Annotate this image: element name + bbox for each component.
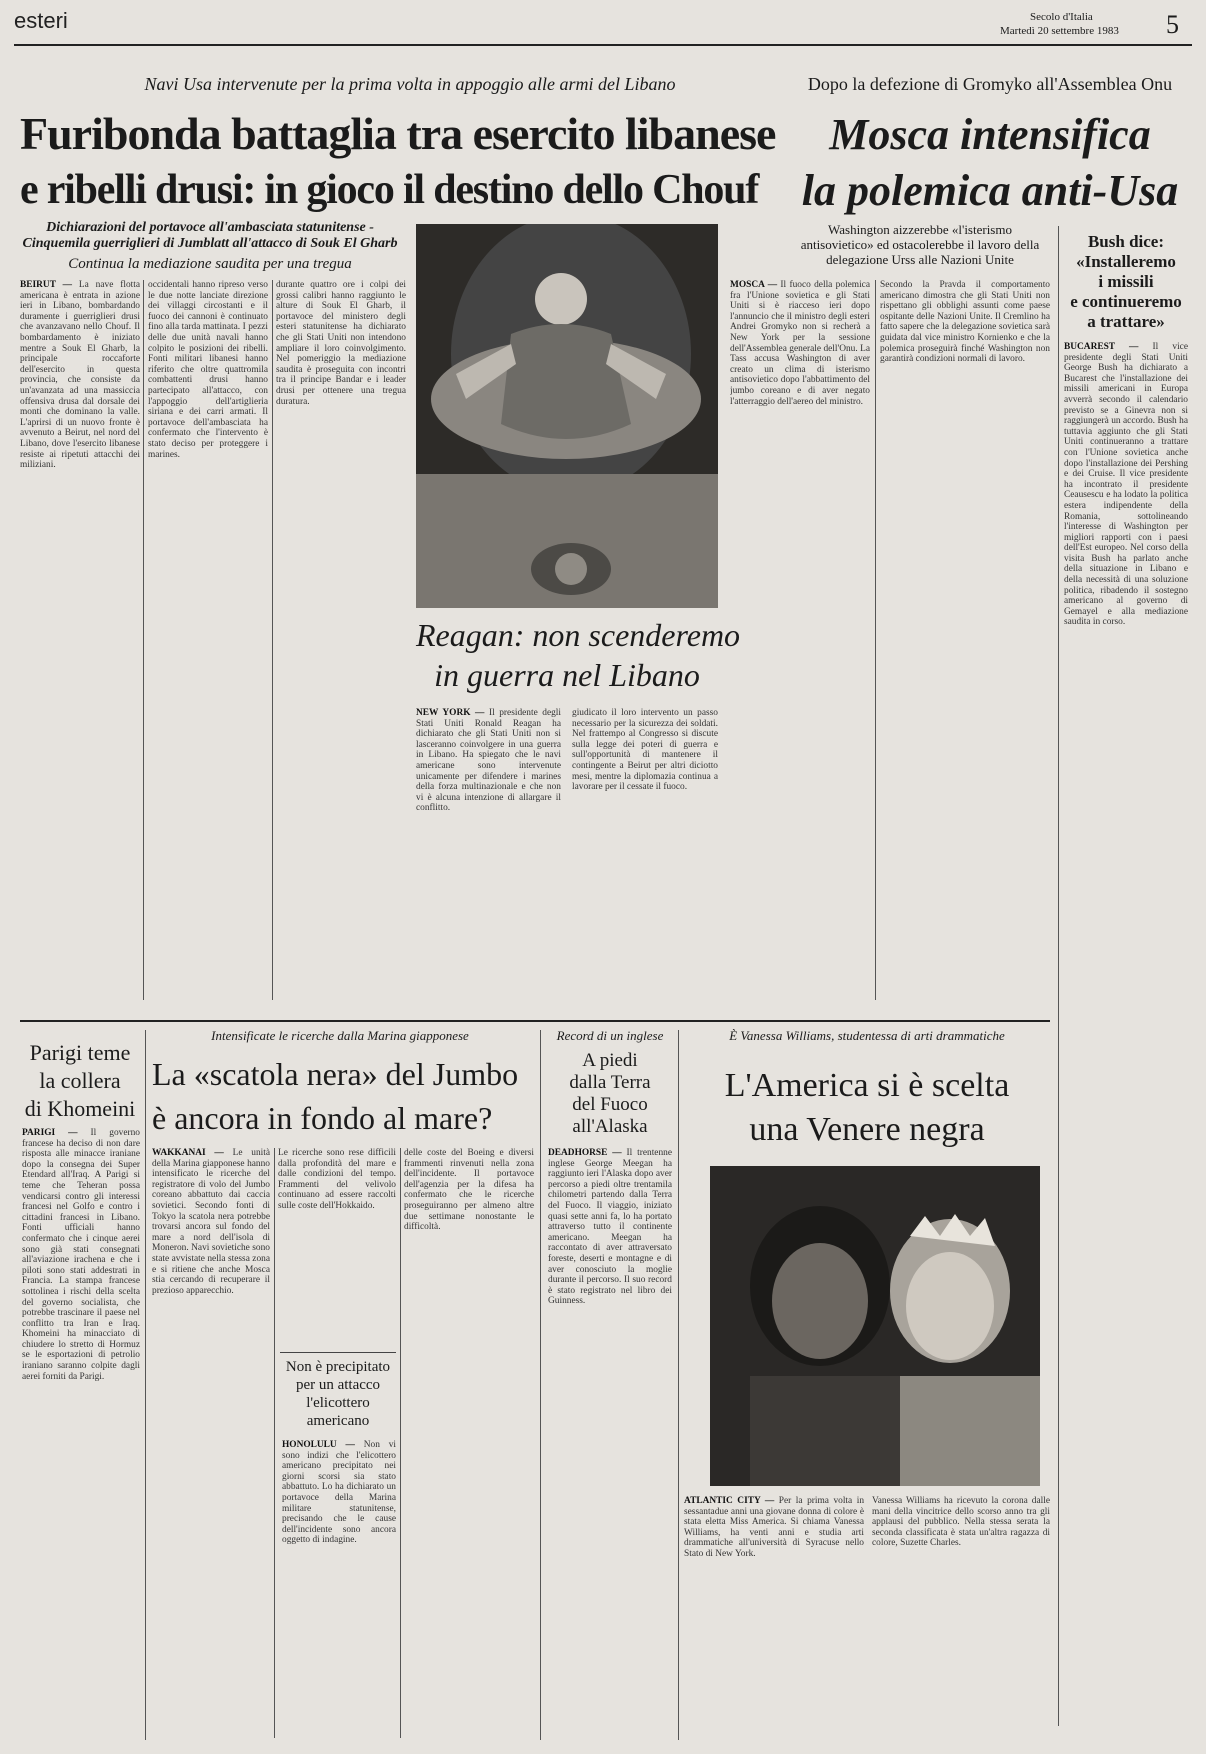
- bush-body-text: Il vice presidente degli Stati Uniti George Bush ha dichiarato a Bucarest che l'installazione dei missili americani in Europa avverrà secondo il calendario previsto se a Ginevra non si raggiungerà un accordo. Bush ha tuttavia aggiunto che gli Stati Uniti continueranno a trattare con l'Unione sovietica anche dopo l'installazione dei Pershing e dei Cruise. Il vice presidente ha incontrato il presidente Ceausescu e ha lodato la politica estera indipendente della Romania, sottolineando l'interesse di Washington per migliori rapporti con i paesi dell'Est europeo. Nel corso della visita Bush ha parlato anche della situazione in Libano e della necessità di una soluzione politica, ribadendo il sostegno americano al governo di Gemayel e alla mediazione saudita in corso.: [1064, 342, 1188, 628]
- bush-body: [1064, 342, 1188, 1722]
- parigi-headline-line-1: Parigi teme: [29, 1040, 131, 1065]
- mosca-kicker: Dopo la defezione di Gromyko all'Assemblea Onu: [807, 74, 1173, 94]
- mosca-headline-line-1: Mosca intensifica: [829, 110, 1151, 159]
- mosca-headline-line-2: la polemica anti-Usa: [801, 166, 1179, 215]
- bush-headline-line-2: «Installeremo: [1076, 252, 1176, 271]
- jumbo-kicker: Intensificate le ricerche dalla Marina giapponese: [211, 1028, 469, 1043]
- jumbo-body-col-1: [152, 1148, 270, 1738]
- reagan-body-col-2: giudicato il loro intervento un passo necessario per la sicurezza dei soldati. Nel frattempo al Congresso si discute sulla legge dei poteri di guerra e sull'opportunità di mantenere il contingente a Beirut per altri diciotto mesi, mentre la diplomazia continua a lavorare per il cessate il fuoco.: [572, 708, 718, 793]
- paper-name: Secolo d'Italia: [1030, 11, 1093, 23]
- alaska-headline-line-4: all'Alaska: [572, 1116, 648, 1137]
- reagan-dateline: NEW YORK —: [416, 708, 485, 718]
- soldier-photo-graphic: [416, 224, 718, 608]
- lebanon-body-col-1: [20, 280, 140, 1000]
- parigi-headline-line-2: la collera: [39, 1068, 121, 1093]
- venere-headline-line-1: L'America si è scelta: [724, 1067, 1010, 1104]
- section-rule: [20, 1020, 1050, 1022]
- alaska-headline-line-2: dalla Terra: [569, 1072, 651, 1093]
- bush-headline-line-1: Bush dice:: [1087, 232, 1165, 251]
- alaska-body: [548, 1148, 672, 1738]
- bush-dateline: BUCAREST —: [1064, 342, 1139, 352]
- column-rule: [400, 1148, 401, 1738]
- photo-caption-line-2: in guerra nel Libano: [434, 657, 700, 693]
- bush-headline-line-4: e continueremo: [1070, 292, 1182, 311]
- helicopter-body: [282, 1440, 396, 1736]
- bush-headline-line-5: a trattare»: [1087, 312, 1165, 331]
- venere-headline-line-2: una Venere negra: [749, 1111, 985, 1148]
- venere-dateline: ATLANTIC CITY —: [684, 1496, 775, 1506]
- miss-america-photo: [710, 1166, 1040, 1486]
- venere-kicker: È Vanessa Williams, studentessa di arti drammatiche: [729, 1028, 1005, 1043]
- lebanon-headline-line-1: Furibonda battaglia tra esercito libanese: [20, 108, 776, 159]
- section-name: esteri: [14, 8, 68, 33]
- alaska-kicker: Record di un inglese: [556, 1028, 664, 1043]
- column-rule: [274, 1148, 275, 1738]
- jumbo-headline-line-1: La «scatola nera» del Jumbo: [152, 1056, 519, 1092]
- lebanon-kicker: Navi Usa intervenute per la prima volta in appoggio alle armi del Libano: [144, 74, 676, 94]
- lebanon-headline-line-2: e ribelli drusi: in gioco il destino dello Chouf: [20, 167, 759, 213]
- helicopter-headline-line-4: americano: [306, 1413, 370, 1429]
- parigi-headline-line-3: di Khomeini: [24, 1096, 136, 1121]
- venere-body-col-2: Vanessa Williams ha ricevuto la corona dalle mani della vincitrice dello scorso anno tra gli applausi del pubblico. Nella stessa serata la seconda classificata è stata un'altra ragazza di colore, Suzette Charles.: [872, 1496, 1050, 1549]
- alaska-headline-line-1: A piedi: [582, 1050, 638, 1071]
- mosca-body-text-1: Il fuoco della polemica fra l'Unione sovietica e gli Stati Uniti si è riacceso ieri dopo l'annuncio che il ministro degli esteri Andrei Gromyko non si recherà a New York per la sessione dell'Assemblea generale dell'Onu. La Tass accusa Washington di aver creato un clima di isterismo antisovietico dopo l'abbattimento del jumbo coreano e di aver negato l'atterraggio dell'aereo del ministro.: [730, 280, 870, 407]
- lebanon-body-col-3: durante quattro ore i colpi dei grossi calibri hanno raggiunto le alture di Souk El Gharb, il portavoce del ministero degli esteri statunitense ha dichiarato che gli Stati Uniti non intendono ampliare il loro coinvolgimento. Nel pomeriggio la mediazione saudita è proseguita con incontri tra il principe Bandar e i leader drusi per ottenere una tregua duratura.: [276, 280, 406, 407]
- helicopter-headline-line-3: l'elicottero: [306, 1395, 370, 1411]
- venere-body-col-1: [684, 1496, 864, 1738]
- jumbo-body-col-3: delle coste del Boeing e diversi frammenti rinvenuti nella zona dell'incidente. Il portavoce dell'agenzia per la difesa ha confermato che le ricerche proseguiranno per almeno altre due settimane nonostante le difficoltà.: [404, 1148, 534, 1233]
- mosca-deck: Washington aizzerebbe «l'isterismo antisovietico» ed ostacolerebbe il lavoro della delegazione Urss alle Nazioni Unite: [800, 222, 1040, 267]
- photo-caption-line-1: Reagan: non scenderemo: [416, 617, 741, 653]
- helicopter-dateline: HONOLULU —: [282, 1440, 355, 1450]
- alaska-headline-line-3: del Fuoco: [572, 1094, 648, 1115]
- miss-america-photo-graphic: [710, 1166, 1040, 1486]
- mosca-body-col-1: [730, 280, 870, 1000]
- column-rule: [145, 1030, 146, 1740]
- lebanon-subdeck: Continua la mediazione saudita per una tregua: [68, 256, 352, 272]
- helicopter-headline-line-2: per un attacco: [295, 1377, 381, 1393]
- column-rule: [143, 280, 144, 1000]
- mosca-dateline: MOSCA —: [730, 280, 778, 290]
- alaska-body-text: Il trentenne inglese George Meegan ha raggiunto ieri l'Alaska dopo aver percorso a piedi oltre trentamila chilometri partendo dalla Terra del Fuoco. Il viaggio, iniziato quasi sette anni fa, lo ha portato attraverso tutto il continente americano. Meegan ha raccontato di aver attraversato foreste, deserti e montagne e di aver conosciuto la moglie durante il percorso. Il suo record è stato registrato nel libro dei Guinness.: [548, 1148, 672, 1307]
- alaska-dateline: DEADHORSE —: [548, 1148, 622, 1158]
- reagan-body-text-1: Il presidente degli Stati Uniti Ronald Reagan ha dichiarato che gli Stati Uniti non si lasceranno coinvolgere in una guerra in Libano. Ha spiegato che le navi americane sono intervenute unicamente per difendere i marines della forza multinazionale e che non vi è alcuna intenzione di allargare il conflitto.: [416, 708, 561, 814]
- header-rule: [14, 44, 1192, 46]
- jumbo-body-text-1: Le unità della Marina giapponese hanno intensificato le ricerche del registratore di volo del Jumbo coreano abbattuto dai caccia sovietici. Secondo fonti di Tokyo la scatola nera potrebbe trovarsi ancora sul fondo del mare a nord dell'isola di Moneron. Navi sovietiche sono state avvistate nella stessa zona e si ritiene che anche Mosca stia cercando di recuperare il prezioso apparecchio.: [152, 1148, 270, 1296]
- parigi-body: [22, 1128, 140, 1738]
- column-rule: [540, 1030, 541, 1740]
- page-number: 5: [1166, 10, 1179, 39]
- helicopter-headline-line-1: Non è precipitato: [285, 1359, 391, 1375]
- bush-headline-line-3: i missili: [1098, 272, 1154, 291]
- helicopter-body-text: Non vi sono indizi che l'elicottero americano precipitato nei giorni scorsi sia stato abbattuto. Lo ha dichiarato un portavoce della Marina militare statunitense, precisando che le cause dell'incidente sono ancora oggetto di indagine.: [282, 1440, 396, 1546]
- jumbo-headline-line-2: è ancora in fondo al mare?: [152, 1100, 493, 1136]
- lebanon-body-text-1: La nave flotta americana è entrata in azione ieri in Libano, bombardando duramente i guerriglieri drusi che avanzavano nello Chouf. Il bombardamento è iniziato mentre a Souk El Gharb, la principale roccaforte dell'esercito in questa provincia, che consiste da un'avanzata ad una massiccia offensiva drusa dal dorsale dei monti che dominano la valle. L'aprirsi di un nuovo fronte è avvenuto a Beirut, nel nord del Libano, dove l'esercito libanese resiste ai ripetuti attacchi dei miliziani.: [20, 280, 140, 471]
- lebanon-deck: Dichiarazioni del portavoce all'ambasciata statunitense - Cinquemila guerriglieri di Jumblatt all'attacco di Souk El Gharb: [22, 220, 398, 251]
- jumbo-body-col-2: Le ricerche sono rese difficili dalla profondità del mare e dalle condizioni del tempo. Frammenti del velivolo continuano ad essere raccolti sulle coste dell'Hokkaido.: [278, 1148, 396, 1211]
- jumbo-dateline: WAKKANAI —: [152, 1148, 224, 1158]
- parigi-dateline: PARIGI —: [22, 1128, 78, 1138]
- column-rule: [875, 280, 876, 1000]
- lebanon-body-col-2: occidentali hanno ripreso verso le due notte lanciate direzione dei villaggi circostanti e il fuoco dei cannoni è continuato fino alla tarda mattinata. I pezzi delle due unità navali hanno colpito le posizioni dei ribelli. Fonti militari libanesi hanno riferito che oltre quattromila combattenti drusi hanno partecipato all'attacco, con l'appoggio dell'artiglieria siriana e dei carri armati. Il portavoce dell'ambasciata ha confermato che l'intervento è stato deciso per proteggere i marines.: [148, 280, 268, 460]
- venere-body-text-1: Per la prima volta in sessantadue anni una giovane donna di colore è stata eletta Miss America. Si chiama Vanessa Williams, ha venti anni e studia arti drammatiche all'università di Syracuse nello Stato di New York.: [684, 1496, 864, 1559]
- parigi-body-text: Il governo francese ha deciso di non dare risposta alle minacce iraniane dopo la consegna dei Super Etendard all'Iraq. A Parigi si teme che Teheran possa vendicarsi contro gli interessi francesi nel Golfo e contro i cittadini francesi in Libano. Fonti ufficiali hanno confermato che i cinque aerei sono già stati consegnati all'aviazione irachena e che i piloti sono stati addestrati in Francia. La stampa francese sottolinea i rischi della scelta del governo socialista, che potrebbe trascinare il paese nel conflitto tra Iran e Iraq. Khomeini ha minacciato di chiudere lo stretto di Hormuz se le esportazioni di petrolio iraniano saranno colpite dagli aerei forniti da Parigi.: [22, 1128, 140, 1382]
- issue-date: Martedì 20 settembre 1983: [1000, 25, 1119, 37]
- column-rule: [272, 280, 273, 1000]
- mosca-body-col-2: Secondo la Pravda il comportamento americano dimostra che gli Stati Uniti non rispettano gli obblighi assunti come paese ospitante delle Nazioni Unite. Il Cremlino ha fatto sapere che la delegazione sovietica sarà guidata dal vice ministro Kornienko e che la polemica proseguirà finché Washington non garantirà condizioni normali di lavoro.: [880, 280, 1050, 365]
- column-rule: [678, 1030, 679, 1740]
- lebanon-dateline: BEIRUT —: [20, 280, 73, 290]
- soldier-photo: [416, 224, 718, 608]
- reagan-body-col-1: [416, 708, 561, 1000]
